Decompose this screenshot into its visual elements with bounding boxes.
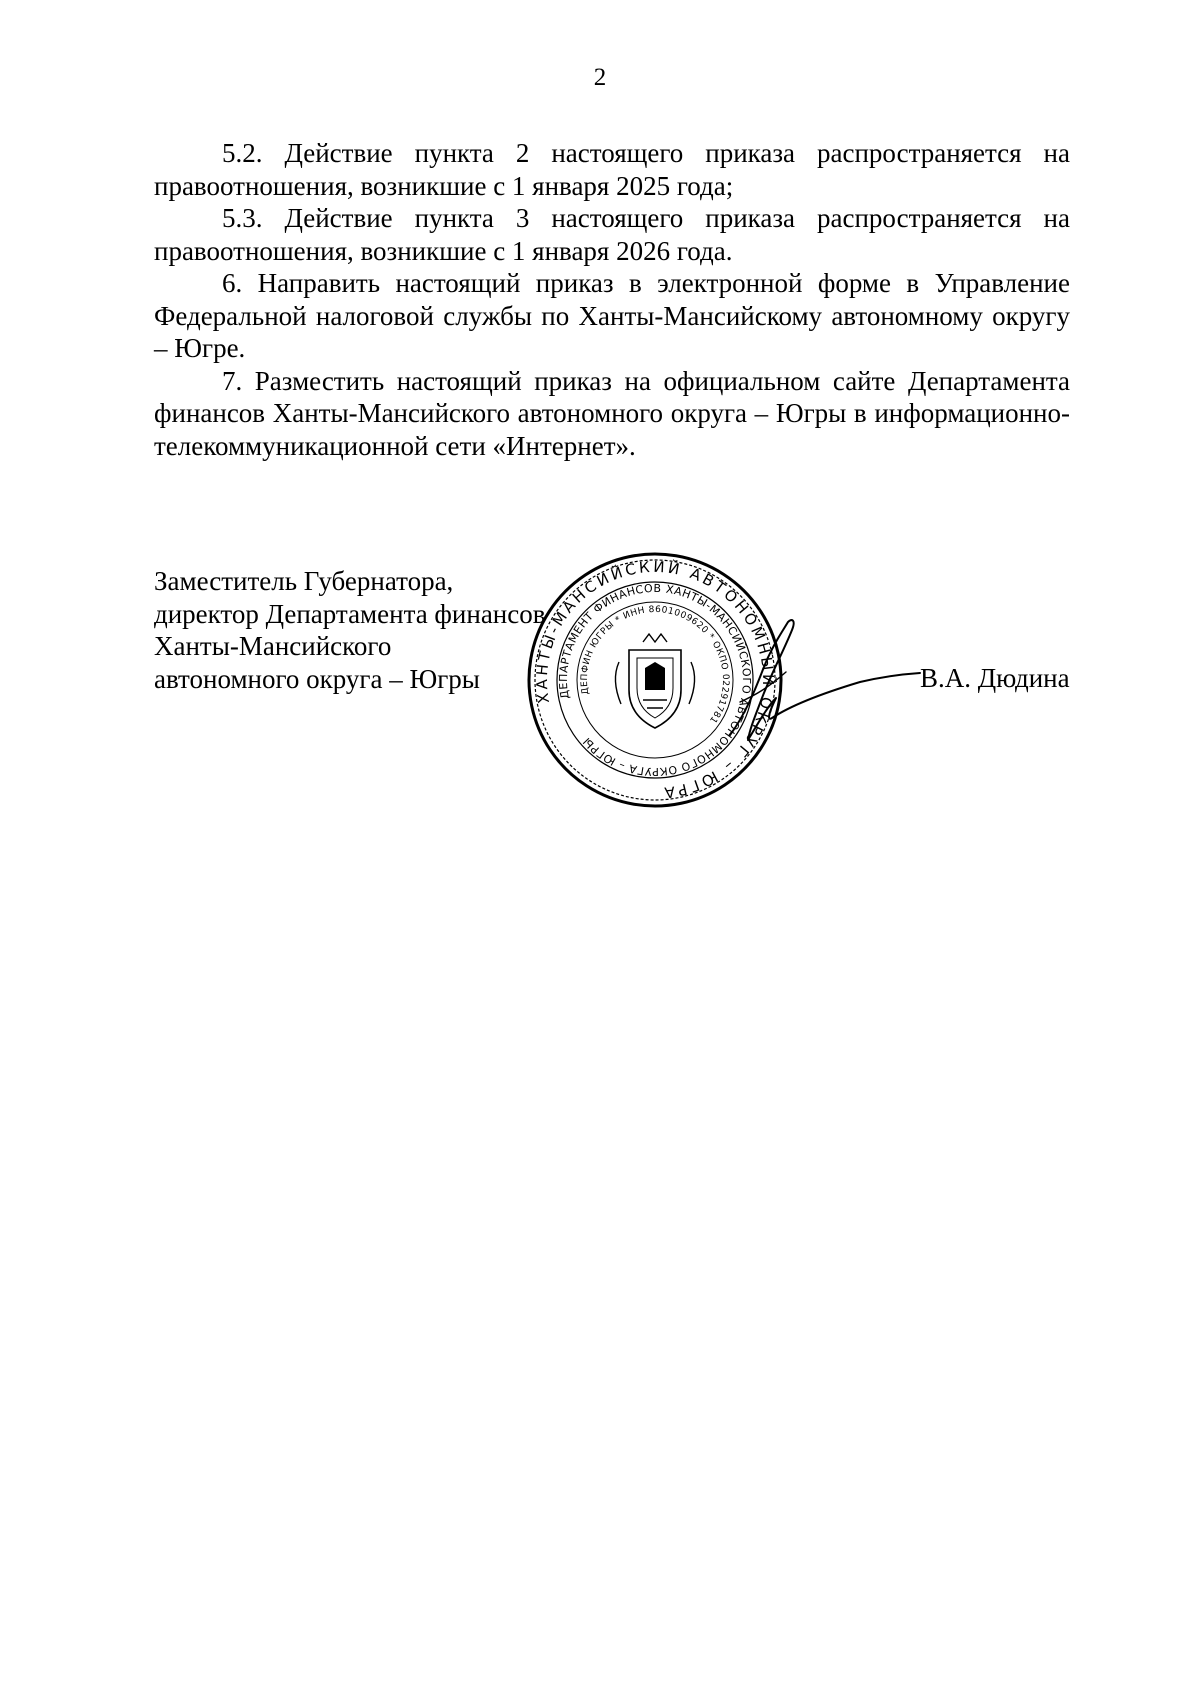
document-body	[154, 137, 1070, 462]
position-line: Заместитель Губернатора,	[154, 566, 454, 596]
coat-of-arms-icon	[615, 634, 694, 728]
position-line: Ханты-Мансийского	[154, 631, 392, 661]
paragraph-6: 6. Направить настоящий приказ в электронной форме в Управление Федеральной налоговой службы по Ханты-Мансийскому автономному округу – Югре.	[154, 268, 1070, 363]
page-number: 2	[593, 64, 607, 91]
signer-name: В.А. Дюдина	[920, 663, 1070, 693]
handwritten-signature	[700, 610, 930, 760]
paragraph-7: 7. Разместить настоящий приказ на официальном сайте Департамента финансов Ханты-Мансийского автономного округа – Югры в информационно-телекоммуникационной сети «Интернет».	[154, 365, 1070, 461]
signatory-position	[154, 565, 546, 695]
paragraph-5-3: 5.3. Действие пункта 3 настоящего приказа распространяется на правоотношения, возникшие с 1 января 2026 года.	[154, 203, 1070, 266]
paragraph-5-2: 5.2. Действие пункта 2 настоящего приказа распространяется на правоотношения, возникшие с 1 января 2025 года;	[154, 138, 1070, 201]
seal-outer-text: ХАНТЫ-МАНСИЙСКИЙ АВТОНОМНЫЙ ОКРУГ – ЮГРА	[532, 557, 778, 802]
position-line: автономного округа – Югры	[154, 663, 480, 694]
position-line: директор Департамента финансов	[154, 598, 546, 629]
seal-inner-text: ДЕПФИН ЮГРЫ * ИНН 8601009620 * ОКПО 02291781	[579, 604, 731, 725]
seal-middle-text: ДЕПАРТАМЕНТ ФИНАНСОВ ХАНТЫ-МАНСИЙСКОГО АВТОНОМНОГО ОКРУГА – ЮГРЫ	[556, 581, 754, 779]
